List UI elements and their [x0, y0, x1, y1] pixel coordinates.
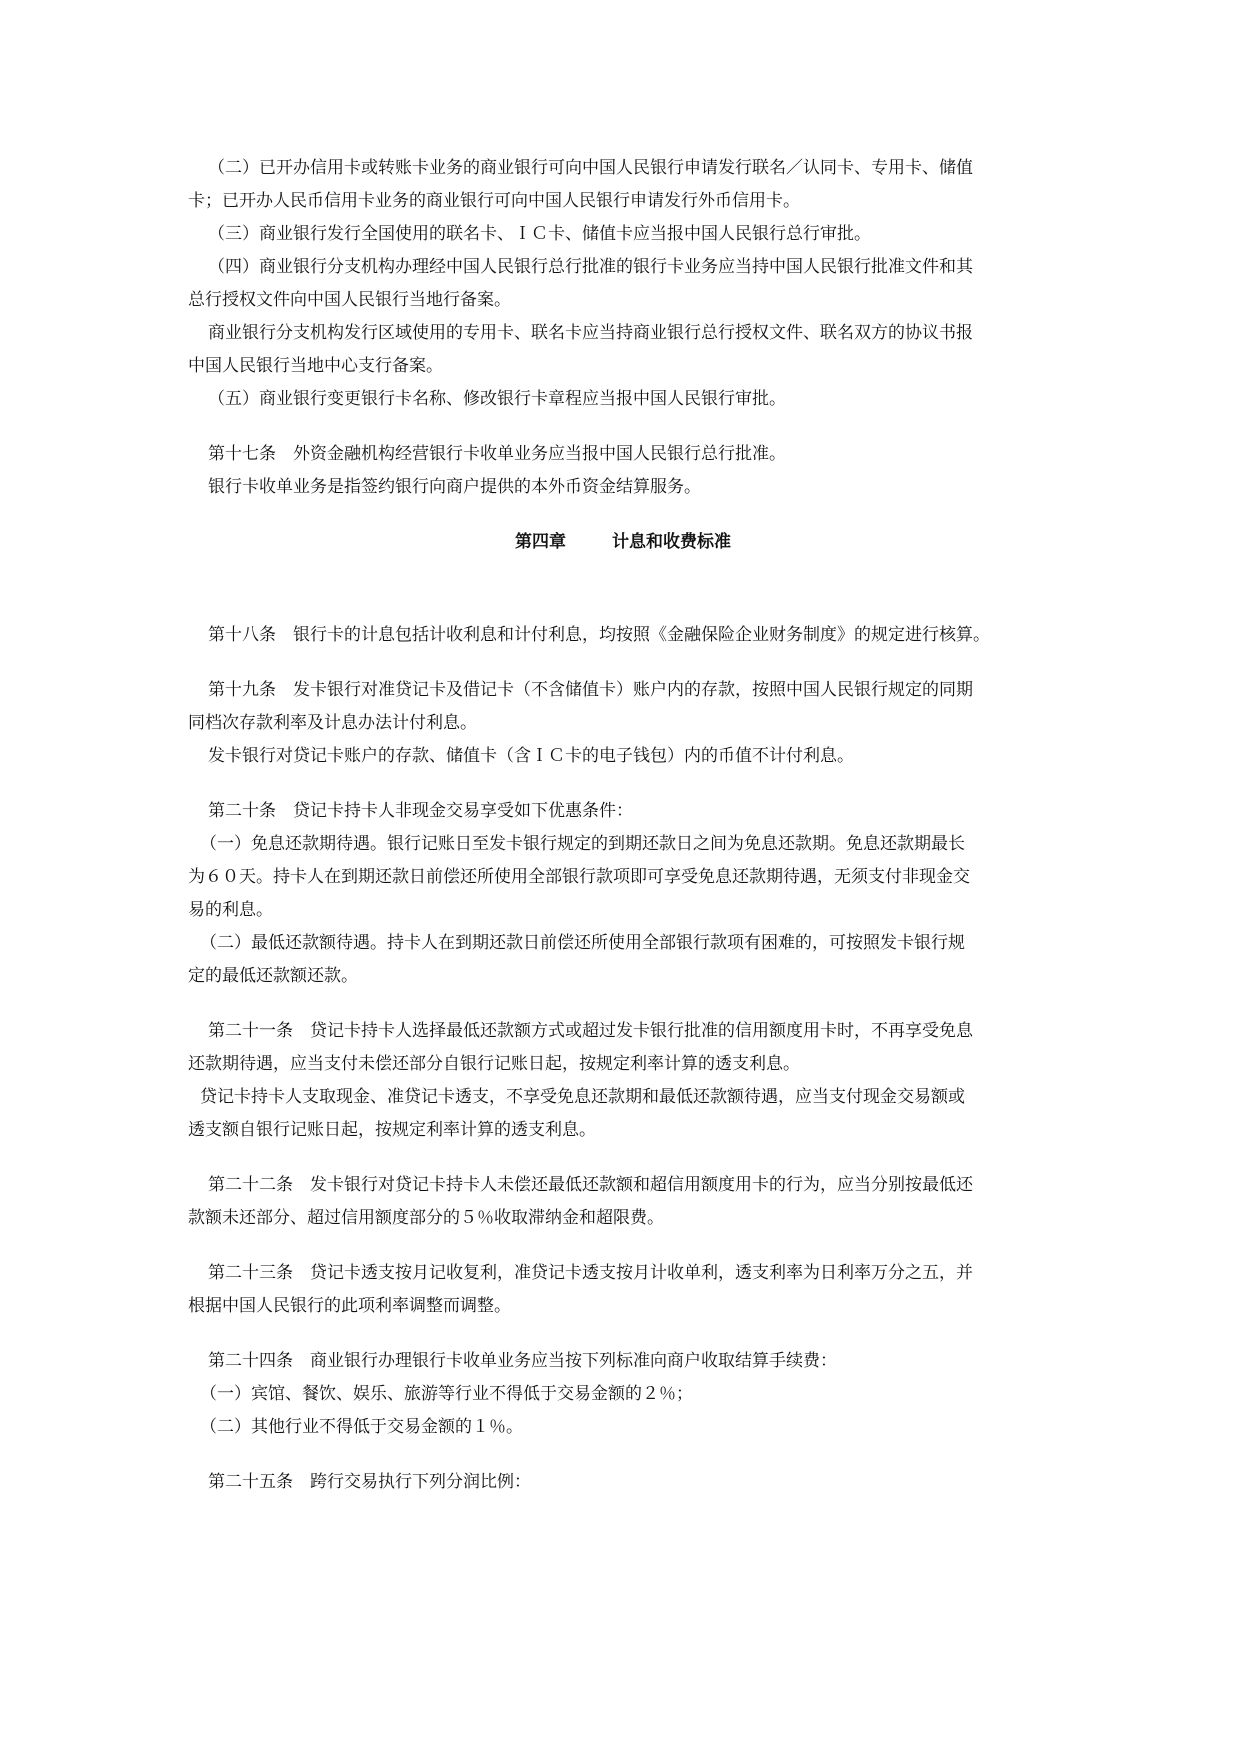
article-heading-line: 第二十三条 贷记卡透支按月记收复利，准贷记卡透支按月计收单利，透支利率为日利率万分之五，并: [208, 1263, 973, 1283]
paragraph-line: 款额未还部分、超过信用额度部分的５％收取滞纳金和超限费。: [188, 1208, 664, 1228]
article-22: [188, 1169, 1058, 1235]
chapter-number: 第四章: [515, 532, 566, 552]
article-heading-line: 第十八条 银行卡的计息包括计收利息和计付利息，均按照《金融保险企业财务制度》的规定进行核算。: [208, 625, 990, 645]
article-24: [188, 1345, 1058, 1444]
section-clause-16-items: [188, 152, 1058, 416]
paragraph-line: （二）其他行业不得低于交易金额的１％。: [200, 1417, 523, 1437]
paragraph-line: （一）免息还款期待遇。银行记账日至发卡银行规定的到期还款日之间为免息还款期。免息还款期最长: [200, 834, 965, 854]
paragraph-line: （五）商业银行变更银行卡名称、修改银行卡章程应当报中国人民银行审批。: [208, 389, 786, 409]
paragraph-line: 根据中国人民银行的此项利率调整而调整。: [188, 1296, 511, 1316]
article-heading-line: 第二十五条 跨行交易执行下列分润比例：: [208, 1472, 531, 1492]
article-heading-line: 第十九条 发卡银行对准贷记卡及借记卡（不含储值卡）账户内的存款，按照中国人民银行规定的同期: [208, 680, 973, 700]
paragraph-line: 商业银行分支机构发行区域使用的专用卡、联名卡应当持商业银行总行授权文件、联名双方的协议书报: [208, 323, 973, 343]
article-18: [188, 619, 1058, 652]
paragraph-line: 卡；已开办人民币信用卡业务的商业银行可向中国人民银行申请发行外币信用卡。: [188, 191, 800, 211]
paragraph-line: （二）最低还款额待遇。持卡人在到期还款日前偿还所使用全部银行款项有困难的，可按照发卡银行规: [200, 933, 965, 953]
paragraph-line: 还款期待遇，应当支付未偿还部分自银行记账日起，按规定利率计算的透支利息。: [188, 1054, 800, 1074]
article-17: [188, 438, 1058, 504]
paragraph-line: 透支额自银行记账日起，按规定利率计算的透支利息。: [188, 1120, 596, 1140]
article-20: [188, 795, 1058, 993]
article-heading-line: 第二十四条 商业银行办理银行卡收单业务应当按下列标准向商户收取结算手续费：: [208, 1351, 837, 1371]
article-heading-line: 第二十条 贷记卡持卡人非现金交易享受如下优惠条件：: [208, 801, 633, 821]
paragraph-line: （一）宾馆、餐饮、娱乐、旅游等行业不得低于交易金额的２％；: [200, 1384, 693, 1404]
chapter-title: 计息和收费标准: [612, 532, 731, 552]
paragraph-line: （四）商业银行分支机构办理经中国人民银行总行批准的银行卡业务应当持中国人民银行批准文件和其: [208, 257, 973, 277]
paragraph-line: 贷记卡持卡人支取现金、准贷记卡透支，不享受免息还款期和最低还款额待遇，应当支付现金交易额或: [200, 1087, 965, 1107]
document-page: [188, 152, 1058, 1499]
paragraph-line: （二）已开办信用卡或转账卡业务的商业银行可向中国人民银行申请发行联名／认同卡、专用卡、储值: [208, 158, 973, 178]
article-19: [188, 674, 1058, 773]
article-heading-line: 第二十二条 发卡银行对贷记卡持卡人未偿还最低还款额和超信用额度用卡的行为，应当分别按最低还: [208, 1175, 973, 1195]
article-21: [188, 1015, 1058, 1147]
paragraph-line: 发卡银行对贷记卡账户的存款、储值卡（含ＩＣ卡的电子钱包）内的币值不计付利息。: [208, 746, 854, 766]
paragraph-line: 银行卡收单业务是指签约银行向商户提供的本外币资金结算服务。: [208, 477, 701, 497]
paragraph-line: （三）商业银行发行全国使用的联名卡、ＩＣ卡、储值卡应当报中国人民银行总行审批。: [208, 224, 871, 244]
chapter-heading: [188, 526, 1058, 559]
paragraph-line: 中国人民银行当地中心支行备案。: [188, 356, 443, 376]
paragraph-line: 为６０天。持卡人在到期还款日前偿还所使用全部银行款项即可享受免息还款期待遇，无须支付非现金交: [188, 867, 970, 887]
paragraph-line: 总行授权文件向中国人民银行当地行备案。: [188, 290, 511, 310]
paragraph-line: 同档次存款利率及计息办法计付利息。: [188, 713, 477, 733]
article-25: [188, 1466, 1058, 1499]
paragraph-line: 定的最低还款额还款。: [188, 966, 358, 986]
article-heading-line: 第二十一条 贷记卡持卡人选择最低还款额方式或超过发卡银行批准的信用额度用卡时，不再享受免息: [208, 1021, 973, 1041]
paragraph-line: 易的利息。: [188, 900, 273, 920]
article-23: [188, 1257, 1058, 1323]
article-heading-line: 第十七条 外资金融机构经营银行卡收单业务应当报中国人民银行总行批准。: [208, 444, 786, 464]
